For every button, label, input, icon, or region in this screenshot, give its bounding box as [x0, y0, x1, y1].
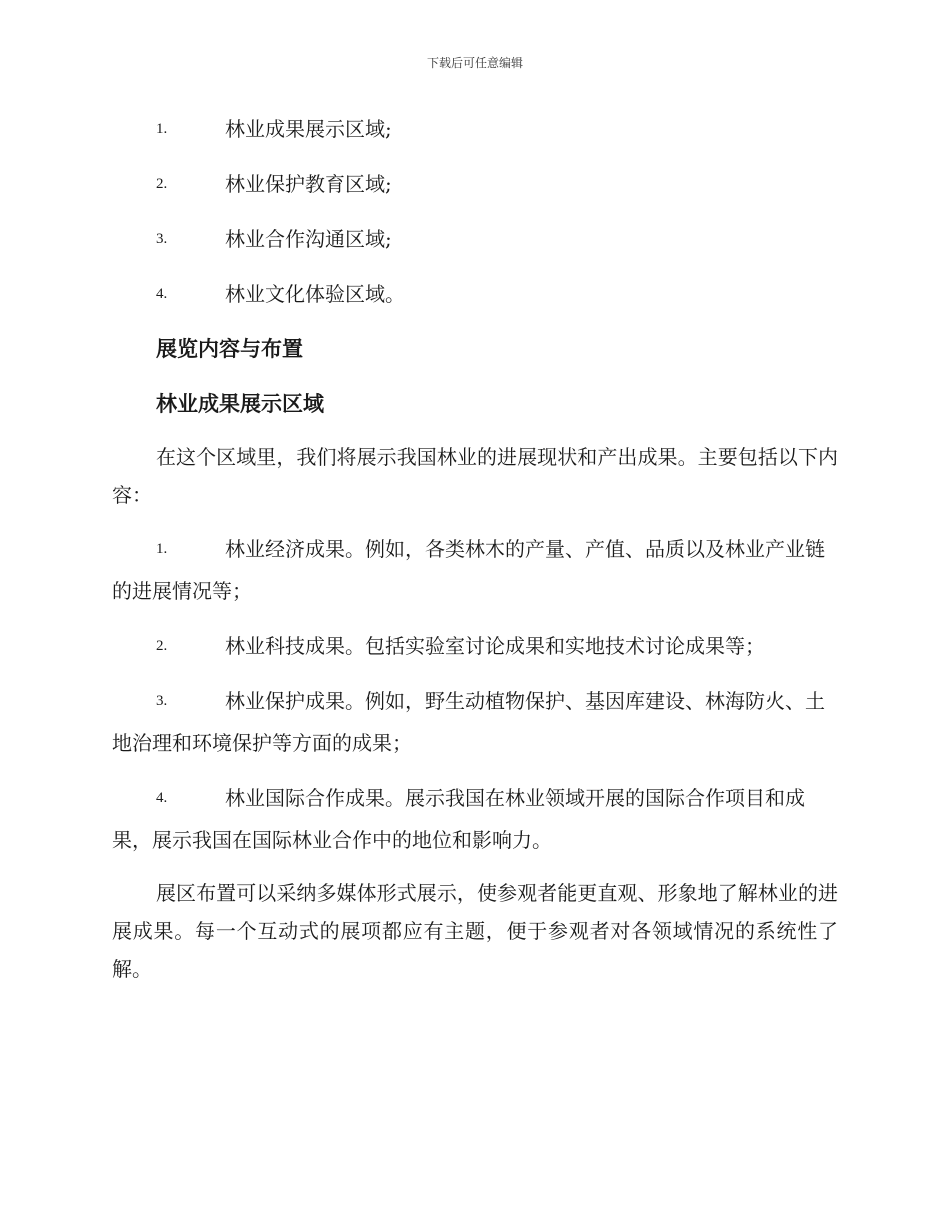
list-number: 1.	[156, 541, 168, 557]
list-text: 林业国际合作成果。展示我国在林业领域开展的国际合作项目和成果，展示我国在国际林业合作中的地位和影响力。	[112, 786, 805, 852]
list-item	[112, 625, 838, 667]
list-text: 林业保护教育区域;	[225, 172, 392, 196]
list-item	[112, 777, 838, 861]
list-text: 林业保护成果。例如，野生动植物保护、基因库建设、林海防火、土地治理和环境保护等方面的成果；	[112, 689, 825, 755]
list-number: 4.	[156, 286, 168, 302]
list-text: 林业文化体验区域。	[225, 282, 405, 306]
list-text: 林业成果展示区域;	[225, 117, 392, 141]
list-number: 1.	[156, 121, 168, 137]
list-text: 林业科技成果。包括实验室讨论成果和实地技术讨论成果等；	[225, 634, 765, 658]
list-text: 林业经济成果。例如，各类林木的产量、产值、品质以及林业产业链的进展情况等；	[112, 537, 825, 603]
section-heading: 展览内容与布置	[156, 337, 303, 361]
list-number: 4.	[156, 790, 168, 806]
list-item	[112, 528, 838, 612]
list-number: 2.	[156, 176, 168, 192]
intro-paragraph: 在这个区域里，我们将展示我国林业的进展现状和产出成果。主要包括以下内容：	[112, 445, 838, 507]
list-item	[112, 680, 838, 764]
list-text: 林业合作沟通区域;	[225, 227, 392, 251]
list-item	[112, 218, 838, 260]
document-body	[112, 108, 838, 1002]
list-item	[112, 273, 838, 315]
list-number: 3.	[156, 693, 168, 709]
subsection-heading: 林业成果展示区域	[156, 392, 324, 416]
list-number: 2.	[156, 638, 168, 654]
list-number: 3.	[156, 231, 168, 247]
list-item	[112, 163, 838, 205]
closing-paragraph: 展区布置可以采纳多媒体形式展示，使参观者能更直观、形象地了解林业的进展成果。每一个互动式的展项都应有主题，便于参观者对各领域情况的系统性了解。	[112, 881, 838, 981]
page-header: 下载后可任意编辑	[426, 56, 523, 70]
list-item	[112, 108, 838, 150]
